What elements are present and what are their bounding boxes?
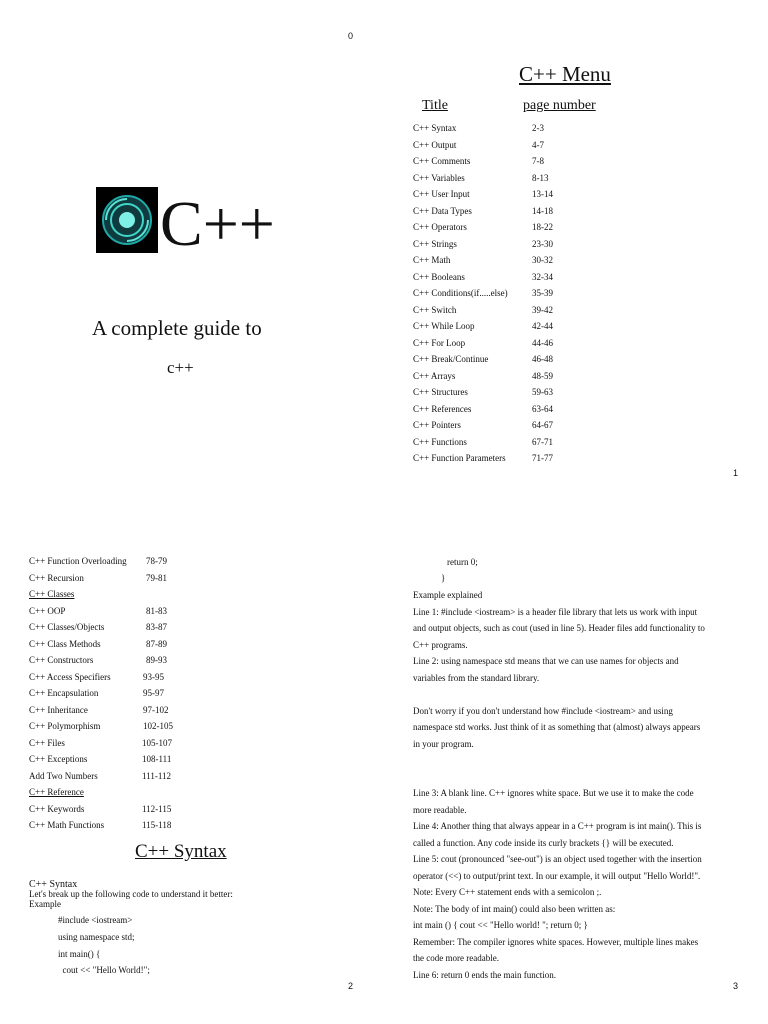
menu-item-pages: 42-44 [532,321,553,331]
menu-item-title: Add Two Numbers [29,770,98,781]
menu-item-title: C++ Inheritance [29,704,88,715]
text-line: Remember: The compiler ignores white spaces. However, multiple lines makes [413,936,699,947]
menu-item-title: C++ Function Overloading [29,556,127,566]
menu-item-title: C++ Output [413,139,457,150]
page-number-3: 3 [733,981,739,991]
menu-item-pages: 2-3 [532,123,544,133]
text-line: and output objects, such as cout (used in line 5). Header files add functionality to [413,623,705,633]
page-number-2: 2 [348,981,354,991]
menu-title: C++ Menu [519,62,611,86]
menu-item-pages: 7-8 [532,156,544,166]
menu-item-pages: 79-81 [146,572,167,583]
menu-item [29,622,209,634]
page-number-1: 1 [733,468,739,478]
menu-item [413,222,573,234]
menu-item-pages: 59-63 [532,387,553,397]
text-line: Line 4: Another thing that always appear in a C++ program is int main(). This is [413,821,702,831]
menu-item [29,705,209,717]
menu-item [413,156,573,168]
menu-item-title: C++ Classes [29,589,75,599]
text-line: Example explained [413,590,483,600]
menu-item [29,589,209,601]
menu-item-pages: 35-39 [532,288,553,298]
menu-item-title: C++ Constructors [29,655,94,665]
menu-item [413,140,573,152]
text-line: Don't worry if you don't understand how #include <iostream> and using [413,705,673,716]
text-line: int main () { cout << "Hello world! "; return 0; } [413,920,588,930]
menu-item-title: C++ Class Methods [29,638,101,649]
text-line: variables from the standard library. [413,672,540,683]
menu-item [413,255,573,267]
menu-item [29,754,209,766]
cover-title: C++ [160,188,275,259]
menu-item [29,556,209,568]
menu-item [413,354,573,366]
menu-item-pages: 64-67 [532,420,553,430]
menu-item-pages: 78-79 [146,556,167,566]
syntax-heading: C++ Syntax [135,841,227,862]
menu-item [29,573,209,585]
text-line: Line 6: return 0 ends the main function. [413,969,556,980]
menu-item-title: C++ Break/Continue [413,354,489,364]
menu-item-title: C++ Structures [413,387,468,397]
menu-item-title: C++ Polymorphism [29,721,101,731]
code-line: using namespace std; [58,932,135,942]
menu-item-title: C++ For Loop [413,337,466,348]
menu-item [413,420,573,432]
menu-item-title: C++ OOP [29,605,66,616]
menu-item-pages: 108-111 [142,754,172,764]
menu-item [29,606,209,618]
menu-item-pages: 102-105 [143,721,173,731]
menu-item-pages: 14-18 [532,205,553,216]
menu-item [413,437,573,449]
menu-item-title: C++ Math Functions [29,820,105,830]
menu-item [413,305,573,317]
menu-item-title: C++ Classes/Objects [29,622,105,632]
menu-item-pages: 97-102 [143,704,169,715]
menu-item [413,189,573,201]
menu-item [29,655,209,667]
menu-item-title: C++ References [413,403,472,414]
menu-item [29,820,209,832]
menu-item-title: C++ Data Types [413,205,472,216]
menu-item [29,688,209,700]
menu-item [413,321,573,333]
menu-item [413,338,573,350]
menu-item [413,206,573,218]
text-line: the code more readable. [413,953,499,963]
cover-subtitle: A complete guide to [92,316,262,340]
menu-item-pages: 112-115 [142,803,172,814]
menu-item-pages: 39-42 [532,304,553,315]
menu-item [29,804,209,816]
menu-item-pages: 4-7 [532,139,544,150]
menu-item-title: C++ Operators [413,222,467,232]
menu-item-title: C++ Functions [413,436,467,447]
text-line: C++ programs. [413,639,468,650]
menu-item-title: C++ Arrays [413,370,456,381]
text-line: namespace std works. Just think of it as something that (almost) always appears [413,722,701,732]
menu-item-pages: 115-118 [142,820,172,830]
menu-item-title: C++ Keywords [29,803,85,814]
menu-item-pages: 67-71 [532,436,553,447]
menu-item-pages: 71-77 [532,453,553,463]
menu-item-pages: 48-59 [532,370,553,381]
menu-item-pages: 8-13 [532,172,549,183]
menu-item [29,721,209,733]
menu-col-title: Title [422,98,448,113]
text-line: more readable. [413,804,467,815]
menu-item-title: C++ Function Parameters [413,453,506,463]
menu-item-pages: 95-97 [143,688,164,698]
menu-item-title: C++ Booleans [413,271,465,282]
code-line: } [441,573,446,583]
syntax-example-label: Example [29,899,61,909]
menu-item-pages: 18-22 [532,222,553,232]
menu-item-title: C++ Files [29,737,65,748]
page-number-0: 0 [348,31,354,41]
menu-item [413,404,573,416]
menu-item-pages: 81-83 [146,605,167,616]
text-line: Line 3: A blank line. C++ ignores white space. But we use it to make the code [413,788,694,798]
menu-item-title: C++ Exceptions [29,754,88,764]
menu-item-pages: 87-89 [146,638,167,649]
menu-item-pages: 111-112 [142,770,171,781]
menu-item [413,387,573,399]
menu-item [29,787,209,799]
menu-item-pages: 105-107 [142,737,172,748]
code-line: return 0; [447,557,478,567]
menu-item-title: C++ Recursion [29,572,84,583]
menu-item-title: C++ Comments [413,156,471,166]
menu-item-pages: 13-14 [532,189,553,199]
menu-item [413,272,573,284]
text-line: Line 2: using namespace std means that we can use names for objects and [413,656,679,666]
code-line: #include <iostream> [58,915,133,925]
code-line: int main() { [58,949,101,959]
menu-item-title: C++ Conditions(if.....else) [413,288,508,298]
menu-item-title: C++ Variables [413,172,465,183]
menu-item [29,639,209,651]
menu-item [413,173,573,185]
menu-item-pages: 44-46 [532,337,553,348]
menu-item-title: C++ Switch [413,304,457,315]
menu-item-pages: 32-34 [532,271,553,282]
menu-item-title: C++ Pointers [413,420,461,430]
menu-item [413,371,573,383]
menu-item-title: C++ Encapsulation [29,688,99,698]
menu-item-pages: 83-87 [146,622,167,632]
menu-item-title: C++ Math [413,255,451,265]
menu-item-pages: 30-32 [532,255,553,265]
menu-col-page: page number [523,98,596,113]
menu-item [413,453,573,465]
menu-item-title: C++ User Input [413,189,470,199]
menu-item-pages: 93-95 [143,671,164,682]
menu-item-title: C++ Access Specifiers [29,671,111,682]
cover-subtitle-2: c++ [167,358,194,377]
menu-item [413,288,573,300]
menu-item-title: C++ While Loop [413,321,475,331]
menu-item-pages: 23-30 [532,238,553,249]
menu-item [413,239,573,251]
text-line: Note: The body of int main() could also been written as: [413,903,616,914]
menu-item-title: C++ Strings [413,238,457,249]
syntax-subheading: C++ Syntax [29,879,78,890]
menu-item-pages: 89-93 [146,655,167,665]
text-line: Line 1: #include <iostream> is a header file library that lets us work with input [413,606,698,617]
cpp-logo-icon [96,187,158,253]
text-line: called a function. Any code inside its curly brackets {} will be executed. [413,837,674,848]
menu-item-pages: 63-64 [532,403,553,414]
menu-item [29,672,209,684]
text-line: operator (<<) to output/print text. In our example, it will output "Hello World!". [413,870,701,881]
text-line: Line 5: cout (pronounced "see-out") is an object used together with the insertion [413,854,702,864]
menu-item-title: C++ Syntax [413,123,457,133]
code-line: cout << "Hello World!"; [58,965,150,975]
text-line: in your program. [413,738,474,749]
menu-item-pages: 46-48 [532,354,553,364]
menu-item [29,771,209,783]
text-line: Note: Every C++ statement ends with a semicolon ;. [413,887,602,897]
menu-item [413,123,573,135]
menu-item-title: C++ Reference [29,787,84,797]
syntax-intro: Let's break up the following code to understand it better: [29,889,233,899]
menu-item [29,738,209,750]
